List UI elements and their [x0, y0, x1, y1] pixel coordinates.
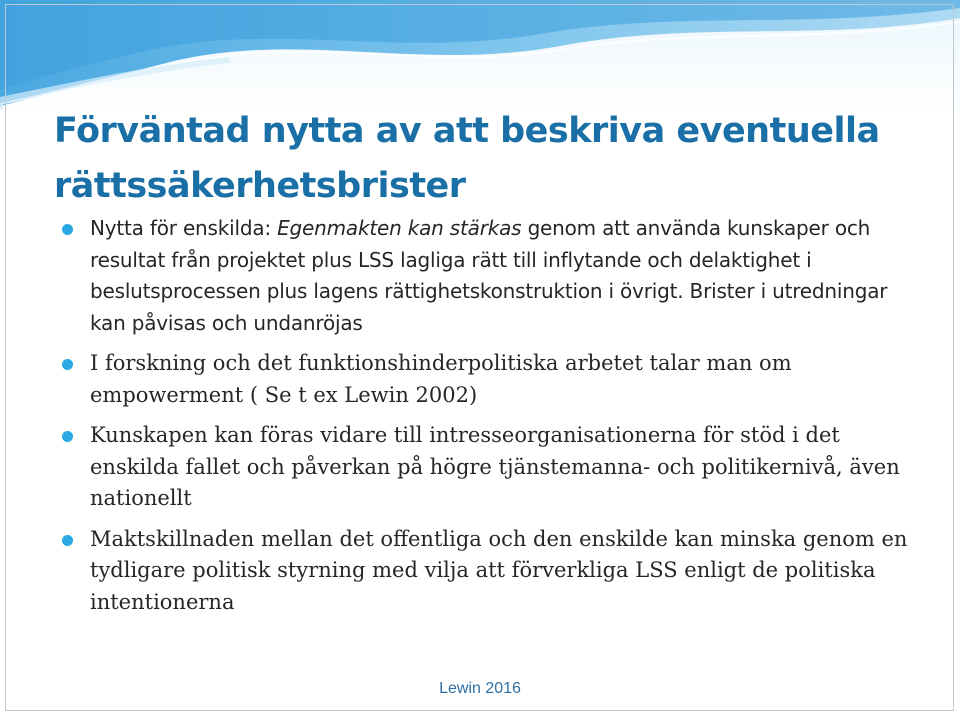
bullet-text: Maktskillnaden mellan det offentliga och den enskilde kan minska genom en tydligare politisk styrning med vilja att förverkliga LSS enligt de politiska intentionerna [90, 526, 908, 614]
bullet-text: I forskning och det funktionshinderpolitiska arbetet talar man om empowerment ( Se t ex Lewin 2002) [90, 351, 792, 407]
bullet-item [62, 420, 922, 515]
bullet-text-lead: Nytta för enskilda: [90, 216, 278, 240]
bullet-dot-icon [62, 359, 73, 370]
slide-title: Förväntad nytta av att beskriva eventuella rättssäkerhetsbrister [54, 111, 880, 206]
bullet-dot-icon [62, 224, 73, 235]
bullet-list [62, 213, 922, 627]
bullet-dot-icon [62, 431, 73, 442]
slide-footer: Lewin 2016 [439, 680, 521, 697]
bullet-text: Kunskapen kan föras vidare till intresseorganisationerna för stöd i det enskilda fallet och påverkan på högre tjänstemanna- och politikernivå, även nationellt [90, 423, 900, 510]
bullet-item [62, 213, 922, 339]
bullet-dot-icon [62, 535, 73, 546]
bullet-item [62, 348, 922, 411]
bullet-text-emphasis: Egenmakten kan stärkas [277, 216, 522, 240]
bullet-text-rest: genom att använda kunskaper och resultat från projektet plus LSS lagliga rätt till inflytande och delaktighet i beslutsprocessen plus lagens rättighetskonstruktion i övrigt. Brister i utredningar kan påvisas och undanröjas [90, 216, 888, 335]
bullet-item [62, 524, 922, 619]
